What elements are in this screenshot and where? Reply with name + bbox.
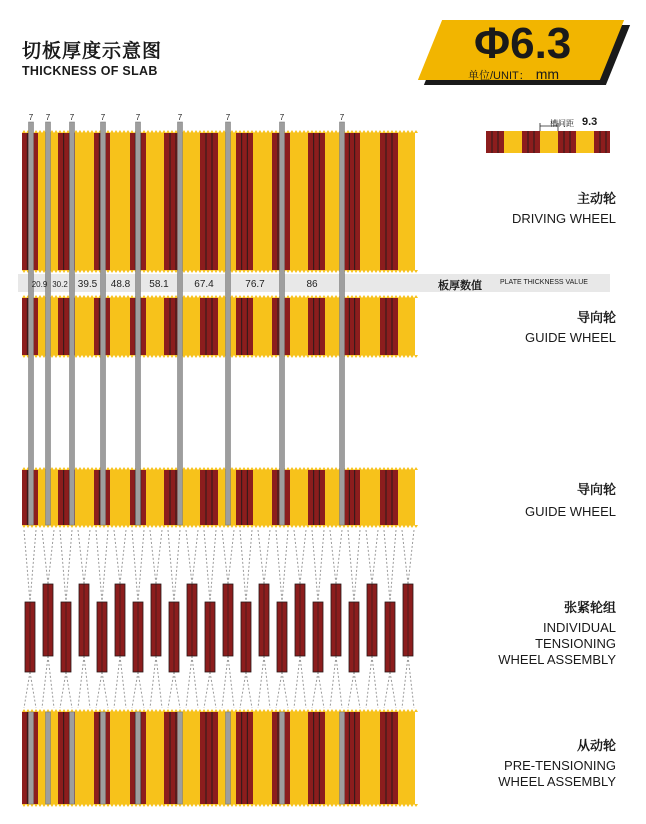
guide-wheel-2-groove-6 xyxy=(236,470,253,525)
guide-wheel-1-cn: 导向轮 xyxy=(576,310,616,325)
tension-link-top-b-20 xyxy=(390,530,396,602)
tension-link-bottom-a-3 xyxy=(78,656,84,708)
driving-wheel-edge-top xyxy=(22,130,418,133)
tension-link-bottom-b-14 xyxy=(282,672,288,708)
thickness-value-6: 76.7 xyxy=(245,279,265,290)
guide-wheel-1-groove-9 xyxy=(344,298,360,355)
tension-link-bottom-a-16 xyxy=(312,672,318,708)
tension-link-top-a-1 xyxy=(42,530,48,584)
guide-wheel-1-groove-5 xyxy=(200,298,218,355)
pretension-wheel-groove-8 xyxy=(308,712,325,804)
thickness-value-4: 58.1 xyxy=(149,279,169,290)
tension-link-top-b-19 xyxy=(372,530,378,584)
rod-label-6: 7 xyxy=(225,113,231,122)
tension-link-bottom-b-13 xyxy=(264,656,270,708)
tension-link-bottom-a-21 xyxy=(402,656,408,708)
tension-link-bottom-a-7 xyxy=(150,656,156,708)
guide-wheel-2-groove-9 xyxy=(344,470,360,525)
driving-wheel-groove-10 xyxy=(380,133,398,270)
thickness-value-1: 30.2 xyxy=(52,280,68,289)
tension-link-top-a-10 xyxy=(204,530,210,602)
tension-link-bottom-a-1 xyxy=(42,656,48,708)
tension-link-top-b-8 xyxy=(174,530,180,602)
guide-wheel-2-edge-bottom xyxy=(22,525,418,528)
pretension-wheel xyxy=(22,709,418,807)
page-subtitle: THICKNESS OF SLAB xyxy=(22,64,158,78)
rod-0 xyxy=(29,122,34,525)
tension-link-top-a-5 xyxy=(114,530,120,584)
pretension-wheel-groove-5 xyxy=(200,712,218,804)
tension-link-top-b-3 xyxy=(84,530,90,584)
tension-link-top-b-2 xyxy=(66,530,72,602)
rod-label-4: 7 xyxy=(135,113,141,122)
pitch-value: 9.3 xyxy=(582,116,598,128)
guide-wheel-1-groove-8 xyxy=(308,298,325,355)
tension-link-top-a-20 xyxy=(384,530,390,602)
pitch-legend xyxy=(486,116,616,156)
pitch-label: 槽间距 xyxy=(550,119,574,128)
pretension-cn: 从动轮 xyxy=(576,738,616,753)
badge-unit-mm: mm xyxy=(535,66,560,82)
guide-wheel-1-groove-6 xyxy=(236,298,253,355)
tension-link-top-a-13 xyxy=(258,530,264,584)
tension-link-top-b-0 xyxy=(30,530,36,602)
tension-link-bottom-a-2 xyxy=(60,672,66,708)
tension-link-bottom-a-19 xyxy=(366,656,372,708)
tension-link-bottom-b-7 xyxy=(156,656,162,708)
tension-link-bottom-b-12 xyxy=(246,672,252,708)
thickness-value-5: 67.4 xyxy=(194,279,214,290)
tension-link-top-b-17 xyxy=(336,530,342,584)
guide-wheel-1-edge-bottom xyxy=(22,355,418,358)
badge-value: Φ6.3 xyxy=(474,19,572,68)
driving-wheel-label xyxy=(512,188,616,227)
tension-link-top-b-6 xyxy=(138,530,144,602)
rod-lower-1 xyxy=(46,712,51,804)
pretension-wheel-groove-10 xyxy=(380,712,398,804)
rod-label-1: 7 xyxy=(45,113,51,122)
rod-lower-5 xyxy=(178,712,183,804)
thickness-value-0: 20.9 xyxy=(31,280,48,289)
tension-layer xyxy=(24,530,414,708)
tension-link-bottom-b-3 xyxy=(84,656,90,708)
rod-5 xyxy=(178,122,183,525)
driving-wheel-groove-9 xyxy=(344,133,360,270)
tension-link-bottom-b-1 xyxy=(48,656,54,708)
rod-3 xyxy=(101,122,106,525)
tension-link-bottom-b-0 xyxy=(30,672,36,708)
pretension-wheel-edge-top xyxy=(22,709,418,712)
tension-link-bottom-a-18 xyxy=(348,672,354,708)
driving-wheel xyxy=(22,130,418,273)
guide-wheel-2-en: GUIDE WHEEL xyxy=(524,504,616,519)
tension-link-top-b-1 xyxy=(48,530,54,584)
tension-link-bottom-b-2 xyxy=(66,672,72,708)
tension-link-bottom-a-8 xyxy=(168,672,174,708)
tension-link-bottom-a-10 xyxy=(204,672,210,708)
pretension-en-2: WHEEL ASSEMBLY xyxy=(498,774,616,789)
rod-label-2: 7 xyxy=(69,113,75,122)
tension-link-top-b-10 xyxy=(210,530,216,602)
guide-wheel-2-label xyxy=(525,479,616,520)
rod-label-3: 7 xyxy=(100,113,106,122)
tension-link-top-b-5 xyxy=(120,530,126,584)
tension-link-top-a-6 xyxy=(132,530,138,602)
tension-link-bottom-b-19 xyxy=(372,656,378,708)
rod-lower-8 xyxy=(340,712,345,804)
tension-link-top-b-13 xyxy=(264,530,270,584)
driving-wheel-edge-bottom xyxy=(22,270,418,273)
rod-2 xyxy=(70,122,75,525)
tension-link-top-a-9 xyxy=(186,530,192,584)
tension-link-bottom-b-8 xyxy=(174,672,180,708)
tension-link-top-a-19 xyxy=(366,530,372,584)
tension-link-bottom-b-16 xyxy=(318,672,324,708)
guide-wheel-2-cn: 导向轮 xyxy=(576,482,616,497)
driving-wheel-en: DRIVING WHEEL xyxy=(511,211,616,226)
rod-label-5: 7 xyxy=(177,113,183,122)
tension-link-bottom-a-13 xyxy=(258,656,264,708)
tension-link-top-b-9 xyxy=(192,530,198,584)
tension-link-top-a-8 xyxy=(168,530,174,602)
tension-link-top-b-11 xyxy=(228,530,234,584)
tension-link-top-b-15 xyxy=(300,530,306,584)
rod-label-8: 7 xyxy=(339,113,345,122)
pretension-en-1: PRE-TENSIONING xyxy=(504,758,616,773)
tension-link-top-a-18 xyxy=(348,530,354,602)
tension-link-bottom-b-4 xyxy=(102,672,108,708)
rod-lower-3 xyxy=(101,712,106,804)
guide-wheel-2-groove-5 xyxy=(200,470,218,525)
thickness-label-cn: 板厚数值 xyxy=(438,280,482,292)
driving-wheel-groove-8 xyxy=(308,133,325,270)
guide-wheel-1-edge-top xyxy=(22,295,418,298)
guide-wheel-1-en: GUIDE WHEEL xyxy=(524,330,616,345)
thickness-label-en: PLATE THICKNESS VALUE xyxy=(500,279,588,286)
tension-link-top-b-18 xyxy=(354,530,360,602)
rod-8 xyxy=(340,122,345,525)
thickness-value-7: 86 xyxy=(306,279,318,290)
tension-link-bottom-b-11 xyxy=(228,656,234,708)
thickness-value-2: 39.5 xyxy=(77,279,98,290)
driving-wheel-groove-5 xyxy=(200,133,218,270)
tension-link-bottom-a-6 xyxy=(132,672,138,708)
tension-link-bottom-b-18 xyxy=(354,672,360,708)
tension-link-bottom-b-15 xyxy=(300,656,306,708)
tension-link-top-b-12 xyxy=(246,530,252,602)
tension-link-bottom-a-4 xyxy=(96,672,102,708)
guide-wheel-2 xyxy=(22,467,418,528)
tension-link-bottom-a-17 xyxy=(330,656,336,708)
guide-wheel-2-edge-top xyxy=(22,467,418,470)
guide-wheel-1-groove-10 xyxy=(380,298,398,355)
rod-label-7: 7 xyxy=(279,113,285,122)
rod-labels xyxy=(29,113,345,122)
rod-4 xyxy=(136,122,141,525)
tension-link-top-a-11 xyxy=(222,530,228,584)
rod-label-0: 7 xyxy=(28,113,34,122)
tension-link-bottom-b-9 xyxy=(192,656,198,708)
guide-wheel-2-groove-8 xyxy=(308,470,325,525)
tension-link-top-b-16 xyxy=(318,530,324,602)
tension-link-bottom-a-0 xyxy=(24,672,30,708)
tension-link-top-a-15 xyxy=(294,530,300,584)
rod-7 xyxy=(280,122,285,525)
driving-wheel-groove-6 xyxy=(236,133,253,270)
tension-link-bottom-b-17 xyxy=(336,656,342,708)
rod-lower-7 xyxy=(280,712,285,804)
thickness-value-3: 48.8 xyxy=(110,279,131,290)
pretension-wheel-edge-bottom xyxy=(22,804,418,807)
rod-lower-6 xyxy=(226,712,231,804)
rod-lower-4 xyxy=(136,712,141,804)
guide-wheel-2-groove-10 xyxy=(380,470,398,525)
tension-link-bottom-b-10 xyxy=(210,672,216,708)
tension-link-bottom-b-20 xyxy=(390,672,396,708)
tension-link-top-a-21 xyxy=(402,530,408,584)
tension-link-top-a-4 xyxy=(96,530,102,602)
tension-link-top-b-14 xyxy=(282,530,288,602)
tension-link-top-b-7 xyxy=(156,530,162,584)
tension-link-top-a-17 xyxy=(330,530,336,584)
tension-link-bottom-a-11 xyxy=(222,656,228,708)
tension-link-bottom-b-21 xyxy=(408,656,414,708)
tension-link-top-a-3 xyxy=(78,530,84,584)
wheels-layer xyxy=(22,130,418,807)
tension-link-top-a-12 xyxy=(240,530,246,602)
tension-link-bottom-a-20 xyxy=(384,672,390,708)
guide-wheel-1-label xyxy=(525,307,616,346)
pretension-wheel-groove-6 xyxy=(236,712,253,804)
tension-link-top-b-21 xyxy=(408,530,414,584)
tension-en-1: INDIVIDUAL xyxy=(543,620,616,635)
rod-lower-2 xyxy=(70,712,75,804)
tension-link-bottom-b-6 xyxy=(138,672,144,708)
rod-1 xyxy=(46,122,51,525)
page-title: 切板厚度示意图 xyxy=(22,41,163,62)
tension-en-3: WHEEL ASSEMBLY xyxy=(498,652,616,667)
guide-wheel-1 xyxy=(22,295,418,358)
tension-link-top-b-4 xyxy=(102,530,108,602)
tension-link-top-a-16 xyxy=(312,530,318,602)
tension-cn: 张紧轮组 xyxy=(563,600,616,615)
tension-link-bottom-a-9 xyxy=(186,656,192,708)
tension-link-top-a-0 xyxy=(24,530,30,602)
tension-link-bottom-a-12 xyxy=(240,672,246,708)
badge-unit-label: 单位/UNIT： xyxy=(468,70,530,82)
tension-link-bottom-a-15 xyxy=(294,656,300,708)
tension-link-bottom-a-5 xyxy=(114,656,120,708)
pretension-wheel-groove-9 xyxy=(344,712,360,804)
rod-lower-0 xyxy=(29,712,34,804)
rod-6 xyxy=(226,122,231,525)
pretension-label xyxy=(498,735,616,790)
tension-link-bottom-a-14 xyxy=(276,672,282,708)
tension-link-top-a-14 xyxy=(276,530,282,602)
tension-link-bottom-b-5 xyxy=(120,656,126,708)
tension-link-top-a-2 xyxy=(60,530,66,602)
driving-wheel-cn: 主动轮 xyxy=(576,191,616,206)
tension-en-2: TENSIONING xyxy=(535,636,616,651)
tension-link-top-a-7 xyxy=(150,530,156,584)
tension-label xyxy=(498,597,616,668)
